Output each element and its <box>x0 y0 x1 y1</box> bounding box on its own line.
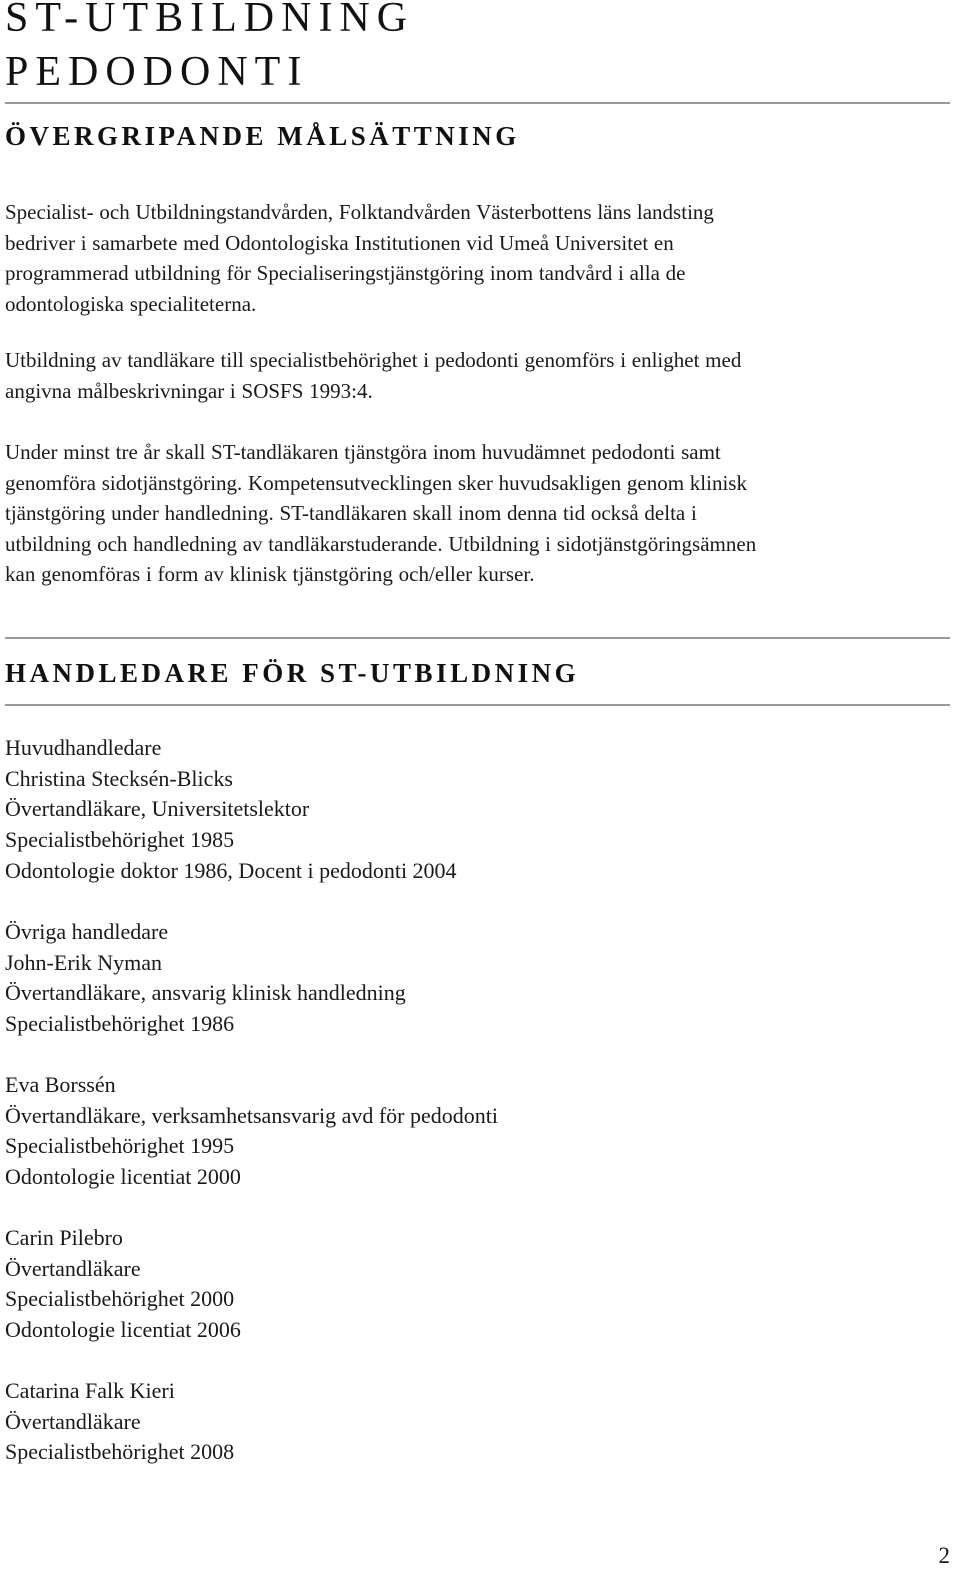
paragraph-line: angivna målbeskrivningar i SOSFS 1993:4. <box>5 378 373 403</box>
document-title <box>5 0 414 99</box>
supervisor-group-other <box>5 917 406 1040</box>
supervisor-qualification: Odontologie licentiat 2006 <box>5 1317 241 1343</box>
supervisor-name: John-Erik Nyman <box>5 949 163 975</box>
paragraph-line: Under minst tre år skall ST-tandläkaren tjänstgöra inom huvudämnet pedodonti samt <box>5 440 721 464</box>
supervisor-qualification: Specialistbehörighet 1995 <box>5 1133 235 1159</box>
paragraph-line: odontologiska specialiteterna. <box>5 291 257 316</box>
supervisor-group-main <box>5 733 457 887</box>
paragraph-3 <box>5 437 756 590</box>
supervisor-name: Carin Pilebro <box>5 1225 123 1250</box>
paragraph-line: Utbildning av tandläkare till specialistbehörighet i pedodonti genomförs i enlighet med <box>5 348 742 372</box>
section-heading-handledare: HANDLEDARE FÖR ST-UTBILDNING <box>5 658 580 688</box>
supervisor-title: Övertandläkare, verksamhetsansvarig avd för pedodonti <box>5 1102 498 1128</box>
supervisor-title: Övertandläkare <box>5 1408 141 1434</box>
paragraph-line: genomföra sidotjänstgöring. Kompetensutvecklingen sker huvudsakligen genom klinisk <box>5 470 747 495</box>
title-line-2: PEDODONTI <box>5 49 309 95</box>
supervisor-qualification: Specialistbehörighet 2000 <box>5 1286 235 1312</box>
section-divider-bottom <box>5 704 950 706</box>
title-line-1: ST-UTBILDNING <box>5 0 415 41</box>
paragraph-line: Specialist- och Utbildningstandvården, Folktandvården Västerbottens läns landsting <box>5 200 714 224</box>
paragraph-line: tjänstgöring under handledning. ST-tandläkaren skall inom denna tid också delta i <box>5 501 697 526</box>
supervisor-catarina-falk-kieri <box>5 1376 234 1468</box>
group-label: Övriga handledare <box>5 919 169 944</box>
paragraph-line: utbildning och handledning av tandläkarstuderande. Utbildning i sidotjänstgöringsämnen <box>5 531 757 556</box>
supervisor-title: Övertandläkare, ansvarig klinisk handledning <box>5 980 406 1006</box>
paragraph-line: bedriver i samarbete med Odontologiska Institutionen vid Umeå Universitet en <box>5 230 674 255</box>
supervisor-eva-borssen <box>5 1070 498 1193</box>
page-number: 2 <box>938 1543 950 1568</box>
supervisor-qualification: Specialistbehörighet 1986 <box>5 1011 235 1037</box>
supervisor-title: Övertandläkare, Universitetslektor <box>5 796 310 822</box>
supervisor-qualification: Odontologie licentiat 2000 <box>5 1164 241 1190</box>
section-heading-overgripande: ÖVERGRIPANDE MÅLSÄTTNING <box>5 121 520 151</box>
group-label: Huvudhandledare <box>5 735 162 760</box>
supervisor-carin-pilebro <box>5 1223 241 1346</box>
supervisor-title: Övertandläkare <box>5 1255 141 1281</box>
supervisor-qualification: Specialistbehörighet 1985 <box>5 827 235 853</box>
title-divider <box>5 102 950 104</box>
paragraph-1 <box>5 197 714 319</box>
section-divider-top <box>5 637 950 639</box>
supervisor-name: Eva Borssén <box>5 1072 116 1097</box>
supervisor-qualification: Specialistbehörighet 2008 <box>5 1439 235 1465</box>
paragraph-line: kan genomföras i form av klinisk tjänstgöring och/eller kurser. <box>5 562 535 587</box>
paragraph-line: programmerad utbildning för Specialiseringstjänstgöring inom tandvård i alla de <box>5 261 686 286</box>
supervisor-name: Christina Stecksén-Blicks <box>5 765 233 791</box>
paragraph-2 <box>5 345 741 406</box>
supervisor-qualification: Odontologie doktor 1986, Docent i pedodonti 2004 <box>5 857 457 883</box>
supervisor-name: Catarina Falk Kieri <box>5 1378 175 1403</box>
